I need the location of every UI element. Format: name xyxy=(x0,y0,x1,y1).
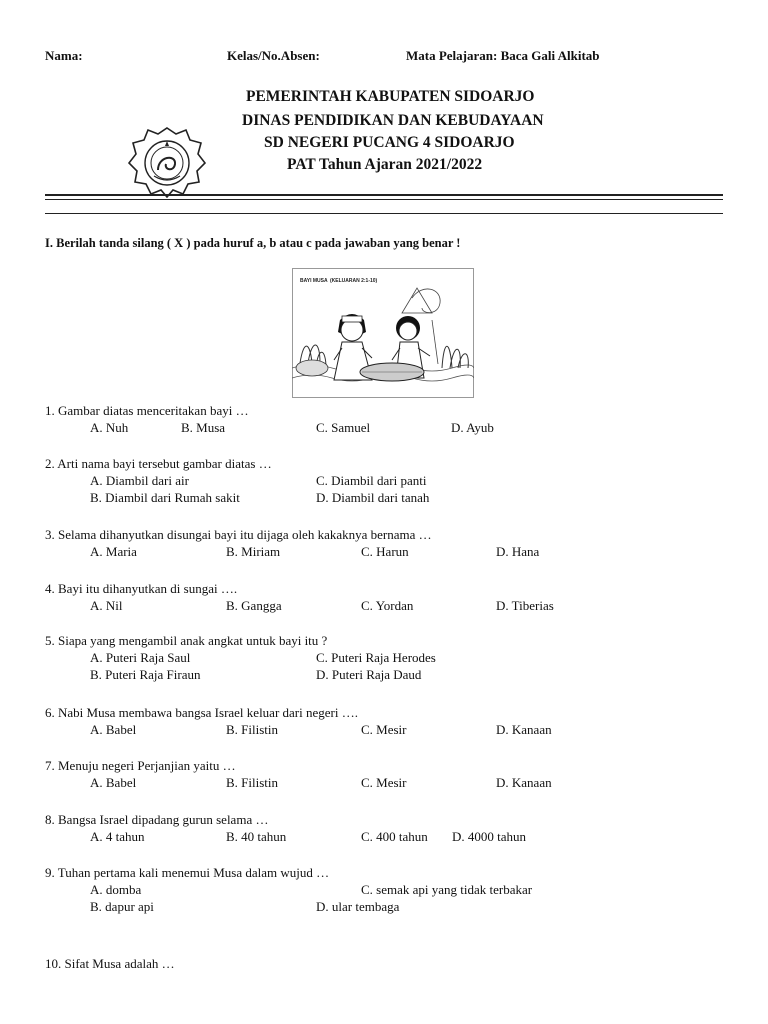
header-rule-thin xyxy=(45,199,723,200)
kelas-field-label: Kelas/No.Absen: xyxy=(227,48,320,63)
question-5-option-a: A. Puteri Raja Saul xyxy=(90,650,191,665)
regency-emblem-logo xyxy=(128,126,206,198)
question-2-text: 2. Arti nama bayi tersebut gambar diatas … xyxy=(45,456,272,471)
question-1-option-b: B. Musa xyxy=(181,420,226,435)
question-2-option-c: C. Diambil dari panti xyxy=(316,473,427,488)
question-10-text: 10. Sifat Musa adalah … xyxy=(45,956,175,971)
question-8-option-a: A. 4 tahun xyxy=(90,829,145,844)
question-3-option-b: B. Miriam xyxy=(226,544,281,559)
question-3-option-d: D. Hana xyxy=(496,544,540,559)
question-4-text: 4. Bayi itu dihanyutkan di sungai …. xyxy=(45,581,238,596)
question-2-option-a: A. Diambil dari air xyxy=(90,473,189,488)
question-1-option-a: A. Nuh xyxy=(90,420,129,435)
question-8-option-c: C. 400 tahun xyxy=(361,829,428,844)
question-5-option-d: D. Puteri Raja Daud xyxy=(316,667,422,682)
question-1-option-d: D. Ayub xyxy=(451,420,494,435)
question-4-option-a: A. Nil xyxy=(90,598,123,613)
question-4-option-d: D. Tiberias xyxy=(496,598,554,613)
question-8-text: 8. Bangsa Israel dipadang gurun selama … xyxy=(45,812,269,827)
heading-government: PEMERINTAH KABUPATEN SIDOARJO xyxy=(246,88,535,105)
question-3-text: 3. Selama dihanyutkan disungai bayi itu dijaga oleh kakaknya bernama … xyxy=(45,527,432,542)
section-divider xyxy=(45,213,723,214)
question-9-option-b: B. dapur api xyxy=(90,899,154,914)
question-6-option-c: C. Mesir xyxy=(361,722,407,737)
question-3-option-c: C. Harun xyxy=(361,544,409,559)
question-9-option-a: A. domba xyxy=(90,882,142,897)
question-5-text: 5. Siapa yang mengambil anak angkat untuk bayi itu ? xyxy=(45,633,328,648)
question-8-option-d: D. 4000 tahun xyxy=(452,829,527,844)
question-7-text: 7. Menuju negeri Perjanjian yaitu … xyxy=(45,758,236,773)
heading-school: SD NEGERI PUCANG 4 SIDOARJO xyxy=(264,134,515,151)
mapel-field-label: Mata Pelajaran: Baca Gali Alkitab xyxy=(406,48,600,63)
heading-exam: PAT Tahun Ajaran 2021/2022 xyxy=(287,156,483,173)
header-rule-thick xyxy=(45,194,723,196)
picture-caption-right: (KELUARAN 2:1-10) xyxy=(330,278,378,284)
question-9-text: 9. Tuhan pertama kali menemui Musa dalam wujud … xyxy=(45,865,330,880)
picture-caption-left: BAYI MUSA xyxy=(300,278,328,284)
question-8-option-b: B. 40 tahun xyxy=(226,829,287,844)
question-6-option-d: D. Kanaan xyxy=(496,722,552,737)
question-2-option-b: B. Diambil dari Rumah sakit xyxy=(90,490,240,505)
question-1-text: 1. Gambar diatas menceritakan bayi … xyxy=(45,403,249,418)
nama-field-label: Nama: xyxy=(45,48,83,63)
question-4-option-c: C. Yordan xyxy=(361,598,414,613)
question-9-option-d: D. ular tembaga xyxy=(316,899,400,914)
question-3-option-a: A. Maria xyxy=(90,544,137,559)
question-5-option-b: B. Puteri Raja Firaun xyxy=(90,667,201,682)
question-7-option-c: C. Mesir xyxy=(361,775,407,790)
question-2-option-d: D. Diambil dari tanah xyxy=(316,490,430,505)
question-7-option-a: A. Babel xyxy=(90,775,137,790)
question-6-option-b: B. Filistin xyxy=(226,722,279,737)
heading-department: DINAS PENDIDIKAN DAN KEBUDAYAAN xyxy=(242,112,544,129)
question-6-option-a: A. Babel xyxy=(90,722,137,737)
question-6-text: 6. Nabi Musa membawa bangsa Israel keluar dari negeri …. xyxy=(45,705,358,720)
question-7-option-d: D. Kanaan xyxy=(496,775,552,790)
question-1-option-c: C. Samuel xyxy=(316,420,371,435)
instruction-text: I. Berilah tanda silang ( X ) pada huruf a, b atau c pada jawaban yang benar ! xyxy=(45,236,461,250)
baby-moses-illustration xyxy=(292,268,474,398)
question-5-option-c: C. Puteri Raja Herodes xyxy=(316,650,436,665)
question-4-option-b: B. Gangga xyxy=(226,598,282,613)
question-7-option-b: B. Filistin xyxy=(226,775,279,790)
question-9-option-c: C. semak api yang tidak terbakar xyxy=(361,882,533,897)
